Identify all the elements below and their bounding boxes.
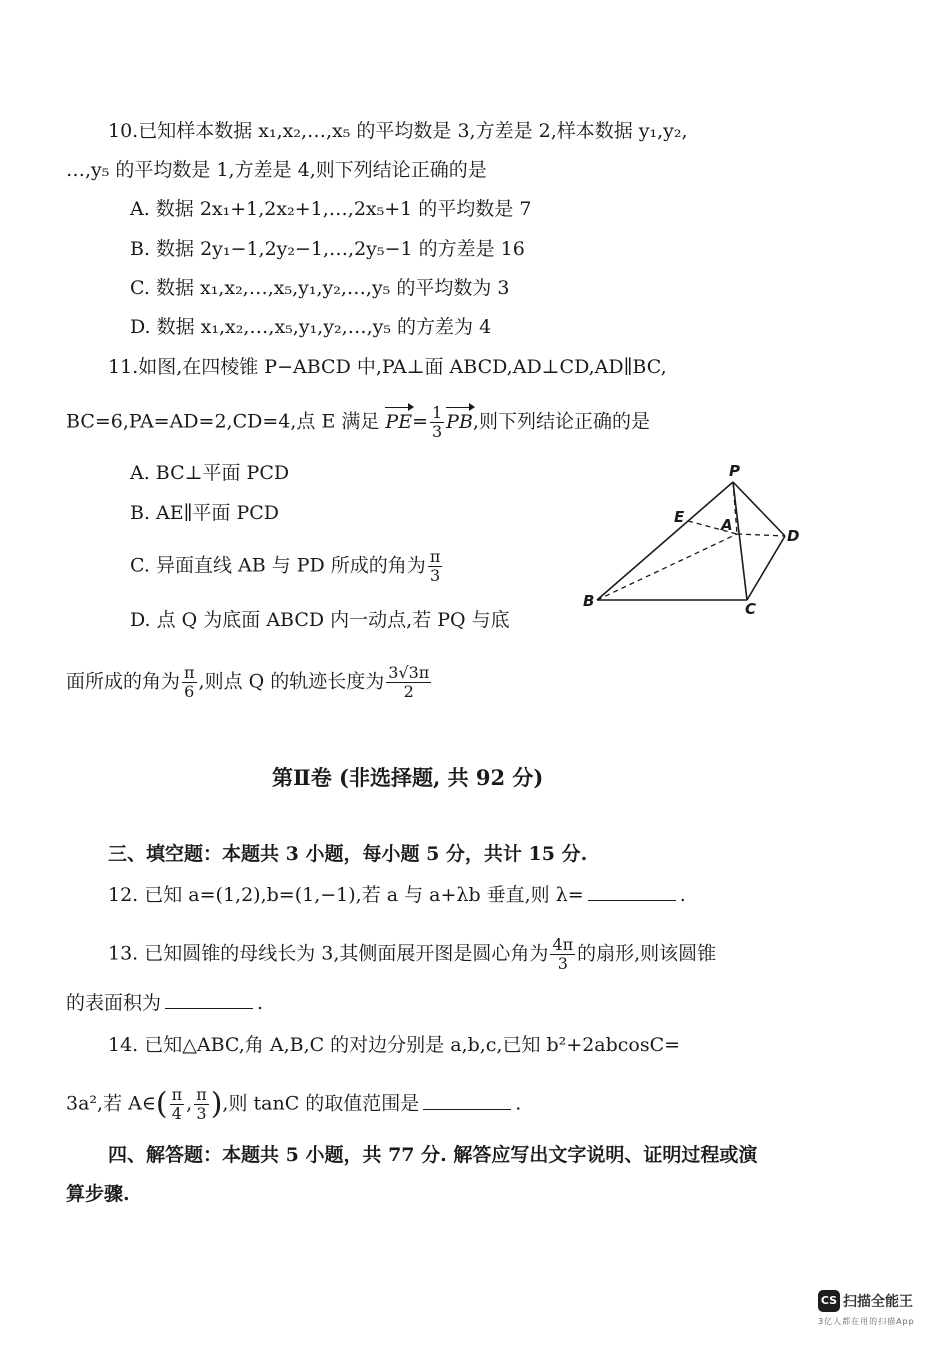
fraction-denominator: 3 (557, 954, 568, 973)
q10-line1: 10.已知样本数据 x₁,x₂,…,x₅ 的平均数是 3,方差是 2,样本数据 y₁,y₂, (108, 120, 688, 142)
q11-option-d-continued (66, 664, 433, 701)
q11-line2-post: ,则下列结论正确的是 (472, 410, 650, 433)
q11-line2-pre: BC=6,PA=AD=2,CD=4,点 E 满足 (66, 410, 386, 433)
section-4-heading-line1: 四、解答题：本题共 5 小题，共 77 分. 解答应写出文字说明、证明过程或演 (108, 1144, 758, 1166)
scanner-watermark (818, 1290, 933, 1327)
edge-cd (747, 536, 785, 600)
fraction-numerator: 3√3π (388, 663, 430, 682)
q10-option-c: C. 数据 x₁,x₂,…,x₅,y₁,y₂,…,y₅ 的平均数为 3 (130, 277, 510, 299)
label-c: C (745, 600, 757, 618)
section-2-title: 第Ⅱ卷 (非选择题, 共 92 分) (272, 765, 544, 790)
fraction-pi-over-6 (182, 664, 197, 701)
q13-text: 13. 已知圆锥的母线长为 3,其侧面展开图是圆心角为 (108, 942, 549, 965)
q13-line2-text: 的表面积为 (66, 992, 162, 1014)
q13-end: . (257, 992, 264, 1014)
label-d: D (787, 527, 800, 545)
watermark-name: 扫描全能王 (843, 1294, 913, 1310)
fraction-denominator: 3 (196, 1104, 207, 1123)
q13-line2 (66, 990, 263, 1016)
q11-option-d: D. 点 Q 为底面 ABCD 内一动点,若 PQ 与底 (130, 609, 510, 631)
edge-pd (733, 482, 785, 536)
q13-text-post: 的扇形,则该圆锥 (577, 942, 717, 965)
q14-line2-pre: 3a²,若 A∈ (66, 1092, 156, 1115)
q11-option-c (130, 548, 444, 585)
camscanner-logo-icon: CS (818, 1290, 840, 1312)
q12-text: 12. 已知 a=(1,2),b=(1,−1),若 a 与 a+λb 垂直,则 λ= (108, 884, 584, 906)
section-3-heading: 三、填空题：本题共 3 小题，每小题 5 分，共计 15 分. (108, 843, 588, 865)
edge-pc (733, 482, 747, 600)
fraction-pi-over-3 (428, 548, 443, 585)
q12 (108, 882, 686, 908)
fraction-one-third (430, 404, 444, 441)
q11-option-b: B. AE∥平面 PCD (130, 502, 280, 524)
fraction-numerator: π (429, 547, 441, 566)
paren-right: ) (210, 1086, 223, 1122)
q11-eq: = (412, 410, 428, 433)
q11-tail-pre: 面所成的角为 (66, 670, 181, 693)
fraction-pi-over-3 (194, 1086, 209, 1123)
paren-left: ( (155, 1086, 168, 1122)
fraction-numerator: 1 (431, 403, 443, 422)
q11-option-a: A. BC⊥平面 PCD (130, 462, 290, 484)
answer-blank (588, 882, 676, 901)
vector-pe: PE (385, 410, 413, 433)
answer-blank (165, 990, 253, 1009)
watermark-subtitle: 3亿人都在用的扫描App (818, 1317, 915, 1326)
label-e: E (674, 508, 685, 526)
q10-option-a: A. 数据 2x₁+1,2x₂+1,…,2x₅+1 的平均数是 7 (130, 198, 532, 220)
label-p: P (729, 462, 740, 480)
q11-line2 (66, 404, 650, 441)
q14-line1: 14. 已知△ABC,角 A,B,C 的对边分别是 a,b,c,已知 b²+2abcosC= (108, 1034, 681, 1056)
comma: , (186, 1092, 193, 1115)
fraction-denominator: 2 (403, 682, 414, 701)
fraction-4pi-over-3 (550, 936, 575, 973)
fraction-numerator: 4π (552, 935, 574, 954)
section-4-heading-line2: 算步骤. (66, 1183, 130, 1205)
pyramid-figure (575, 460, 805, 620)
q11-line1: 11.如图,在四棱锥 P−ABCD 中,PA⊥面 ABCD,AD⊥CD,AD∥BC, (108, 356, 667, 378)
fraction-denominator: 3 (429, 566, 441, 585)
edge-pb (597, 482, 733, 600)
fraction-3root3pi-over-2 (386, 664, 431, 701)
edge-ad-hidden (737, 534, 785, 536)
fraction-numerator: π (171, 1085, 183, 1104)
label-a: A (721, 516, 733, 534)
q13-line1 (108, 936, 716, 973)
q10-option-d: D. 数据 x₁,x₂,…,x₅,y₁,y₂,…,y₅ 的方差为 4 (130, 316, 492, 338)
q14-end: . (515, 1092, 522, 1115)
q11-option-c-text: C. 异面直线 AB 与 PD 所成的角为 (130, 554, 426, 577)
fraction-pi-over-4 (170, 1086, 185, 1123)
q10-line2: …,y₅ 的平均数是 1,方差是 4,则下列结论正确的是 (66, 159, 487, 181)
answer-blank (423, 1091, 511, 1110)
fraction-denominator: 4 (171, 1104, 182, 1123)
q14-line2-mid: ,则 tanC 的取值范围是 (222, 1092, 420, 1115)
q10-option-b: B. 数据 2y₁−1,2y₂−1,…,2y₅−1 的方差是 16 (130, 238, 525, 260)
fraction-numerator: π (184, 663, 195, 682)
vector-pb: PB (446, 410, 473, 433)
q12-end: . (679, 884, 686, 906)
fraction-denominator: 3 (431, 422, 443, 441)
fraction-numerator: π (196, 1085, 207, 1104)
q14-line2 (66, 1086, 521, 1123)
label-b: B (583, 592, 595, 610)
q11-tail-mid: ,则点 Q 的轨迹长度为 (198, 670, 385, 693)
edge-ab-hidden (597, 534, 737, 600)
fraction-denominator: 6 (184, 682, 195, 701)
